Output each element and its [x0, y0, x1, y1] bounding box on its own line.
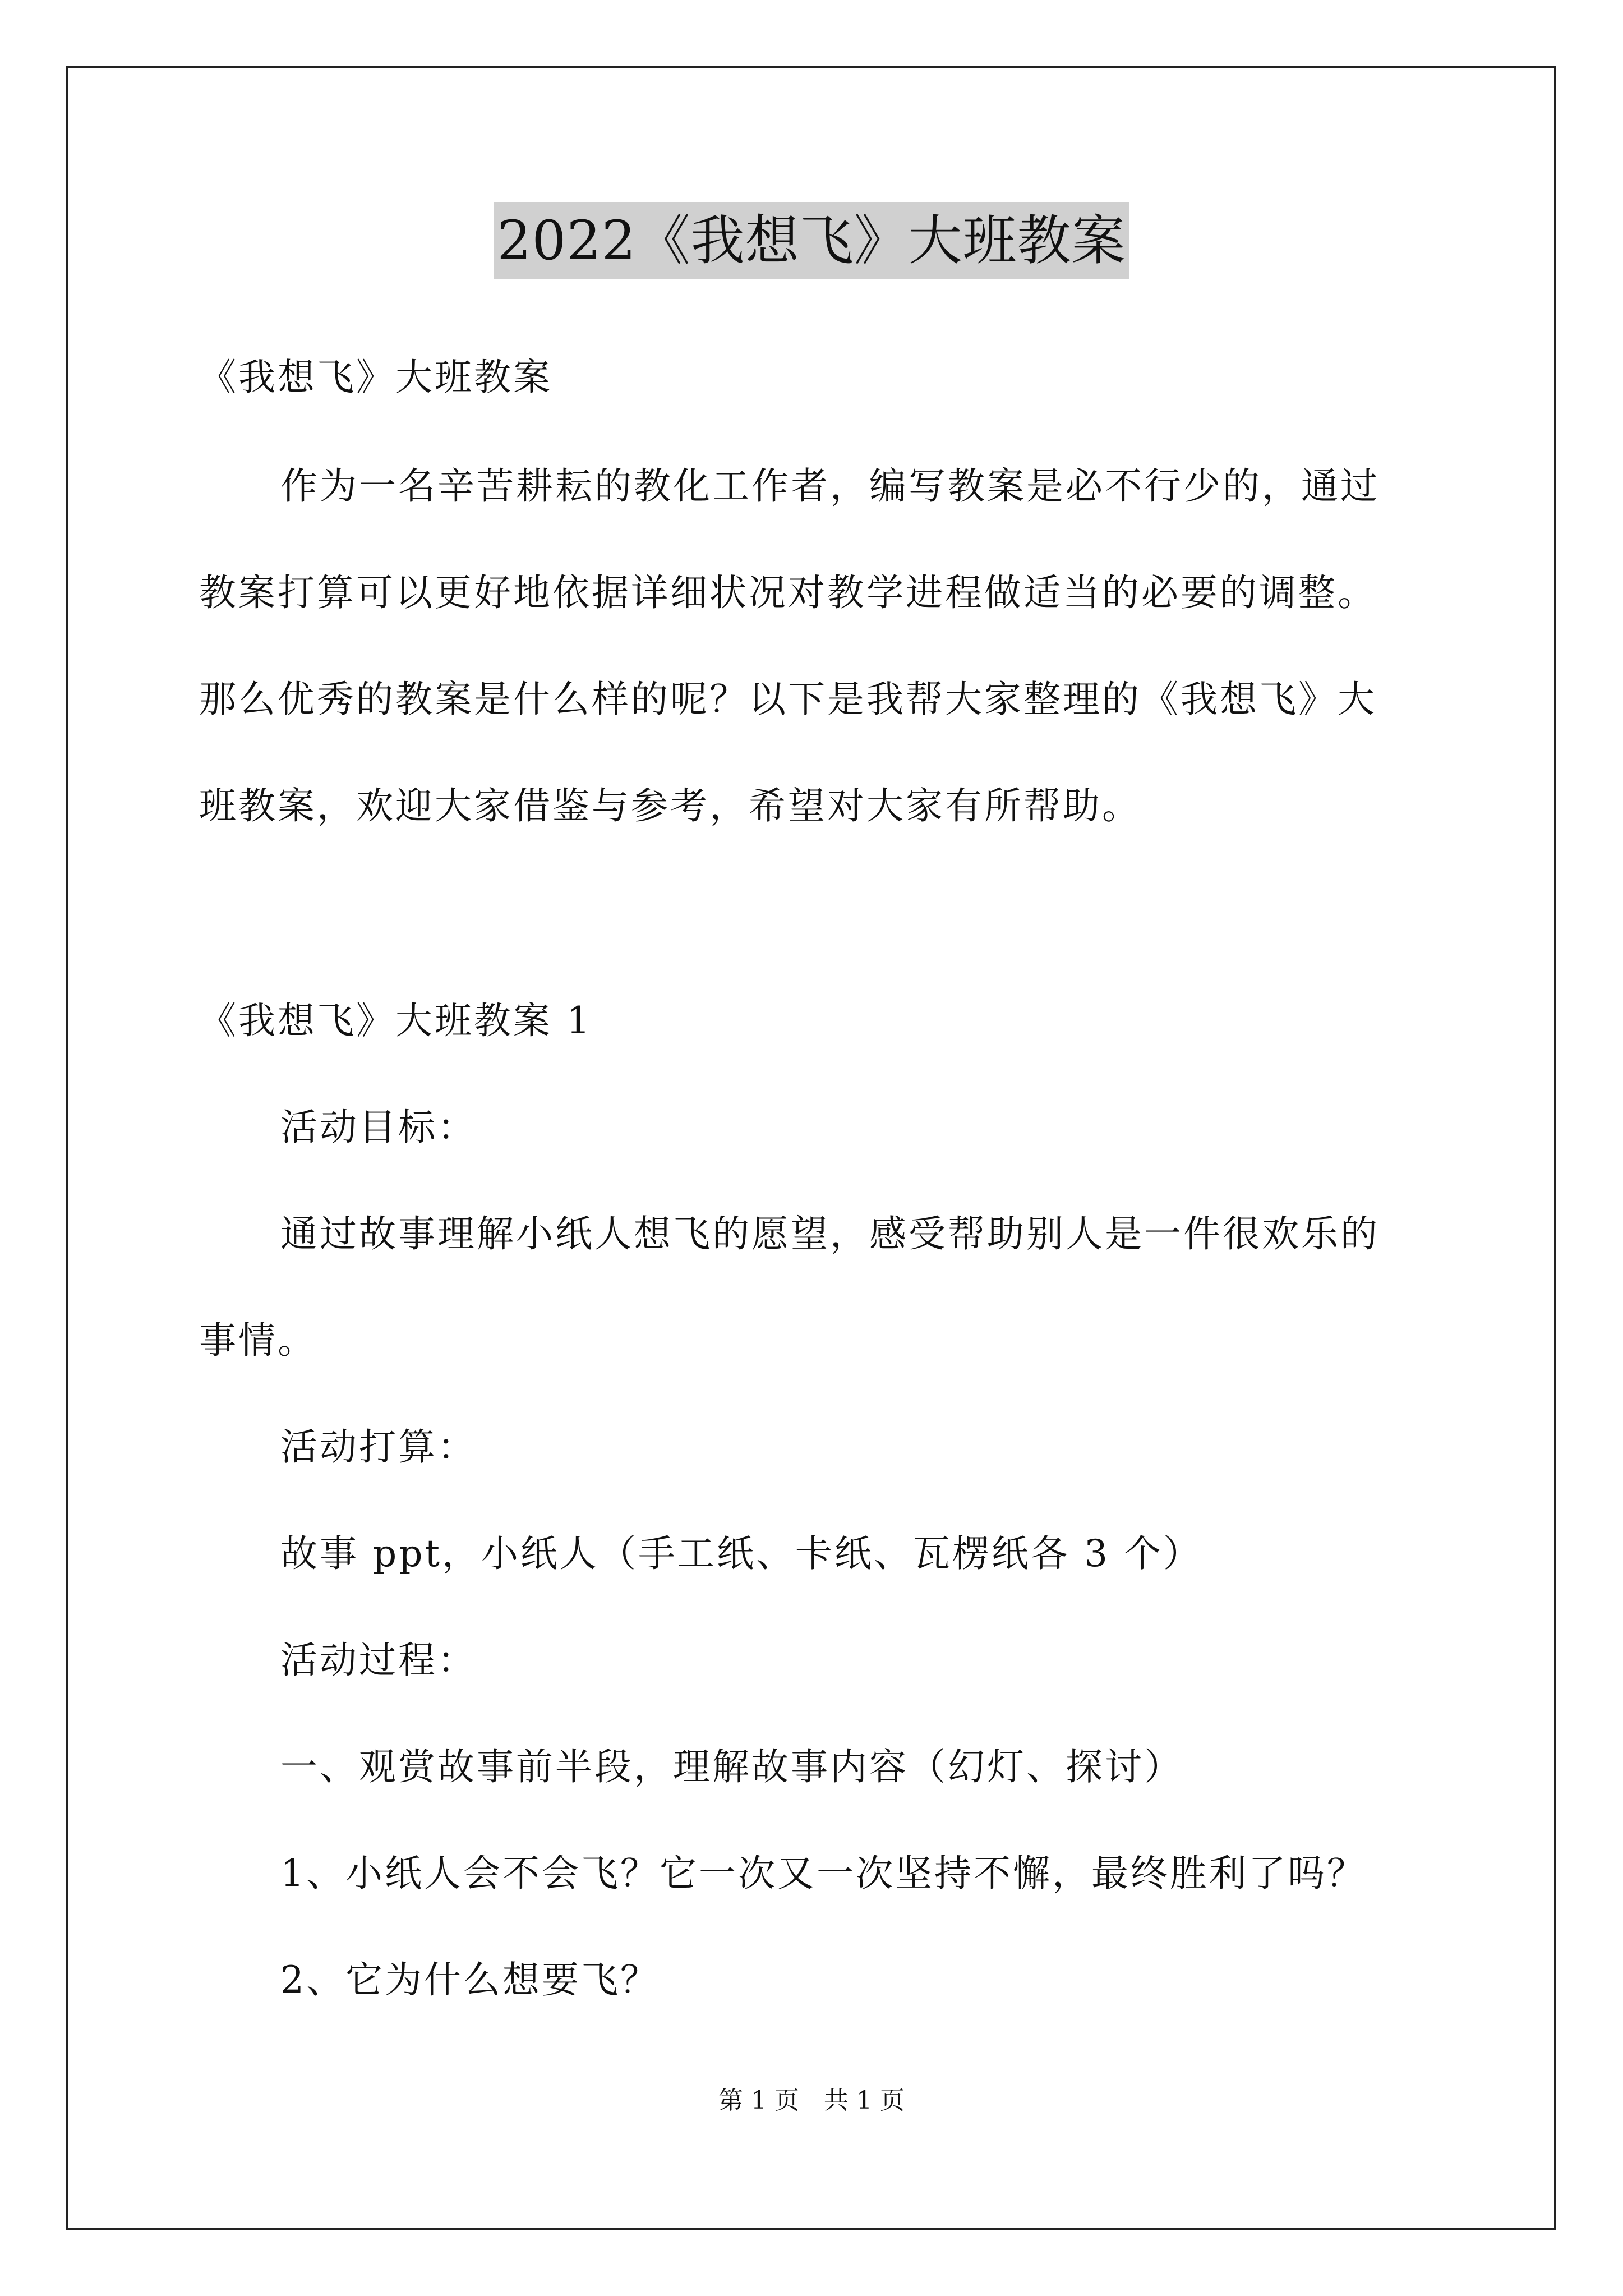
- prep-text: 故事 ppt，小纸人（手工纸、卡纸、瓦楞纸各 3 个）: [280, 1532, 1202, 1575]
- goal-line-2: 事情。: [199, 1319, 317, 1362]
- goal-label: 活动目标：: [280, 1106, 477, 1149]
- subtitle: 《我想飞》大班教案: [199, 356, 552, 399]
- title-container: [0, 202, 1623, 279]
- process-item-1: 一、观赏故事前半段，理解故事内容（幻灯、探讨）: [280, 1745, 1183, 1788]
- intro-line-4: 班教案，欢迎大家借鉴与参考，希望对大家有所帮助。: [199, 784, 1141, 827]
- prep-label: 活动打算：: [280, 1425, 477, 1469]
- document-title: 2022《我想飞》大班教案: [494, 202, 1129, 279]
- intro-line-2: 教案打算可以更好地依据详细状况对教学进程做适当的必要的调整。: [199, 571, 1377, 614]
- process-item-2: 1、小纸人会不会飞？它一次又一次坚持不懈，最终胜利了吗？: [280, 1852, 1366, 1895]
- goal-line-1: 通过故事理解小纸人想飞的愿望，感受帮助别人是一件很欢乐的: [280, 1212, 1380, 1255]
- intro-line-3: 那么优秀的教案是什么样的呢？以下是我帮大家整理的《我想飞》大: [199, 678, 1377, 721]
- section-title: 《我想飞》大班教案 1: [199, 999, 592, 1042]
- process-label: 活动过程：: [280, 1639, 477, 1682]
- intro-line-1: 作为一名辛苦耕耘的教化工作者，编写教案是必不行少的，通过: [280, 464, 1380, 508]
- process-item-3: 2、它为什么想要飞？: [280, 1958, 660, 2001]
- page-footer: 第 1 页 共 1 页: [718, 2086, 905, 2115]
